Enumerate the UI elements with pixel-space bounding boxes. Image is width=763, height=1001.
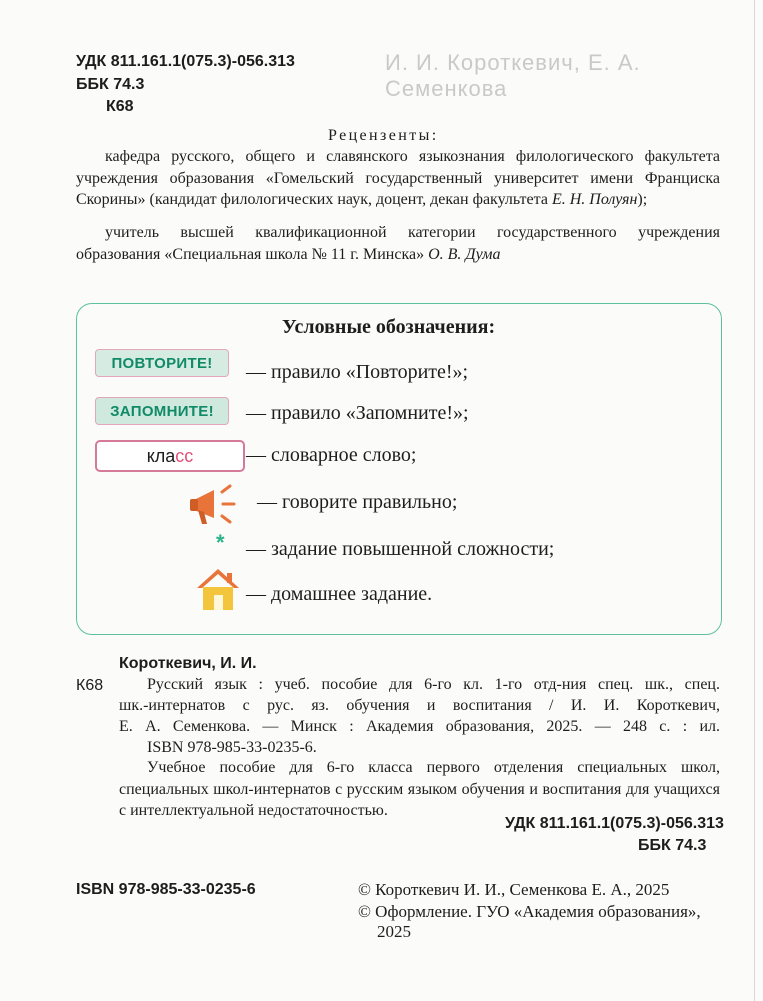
house-icon xyxy=(194,566,242,612)
header-bbk: ББК 74.3 xyxy=(76,76,145,93)
vocab-word-start: кла xyxy=(146,445,176,466)
footer-copyright-design: © Оформление. ГУО «Академия образования», xyxy=(358,902,701,921)
reviewer-first xyxy=(76,146,720,211)
tag-remember: ЗАПОМНИТЕ! xyxy=(95,397,229,425)
catalog-code: К68 xyxy=(76,677,104,694)
catalog-line-1: Русский язык : учеб. пособие для 6-го кл. 1-го отд-ния спец. шк., спец. xyxy=(147,676,720,693)
legend-row-repeat: — правило «Повторите!»; xyxy=(246,361,469,383)
reviewers-title: Рецензенты: xyxy=(328,127,439,144)
ghost-authors: И. И. Короткевич, Е. А. Семенкова xyxy=(385,50,641,101)
catalog-isbn: ISBN 978-985-33-0235-6. xyxy=(147,739,317,756)
reviewer-second-name: О. В. Дума xyxy=(428,245,501,263)
footer-copyright-year: 2025 xyxy=(377,922,411,941)
reviewer-second xyxy=(76,222,720,265)
vocab-word-box xyxy=(95,440,245,472)
reviewer-first-text: кафедра русского, общего и славянского языкознания филологического факультета учреждения образования «Гомельский государственный университет имени Франциска Скорины» (кандидат филологических наук, доцент, декан факультета xyxy=(76,148,720,208)
legend-row-vocab: — словарное слово; xyxy=(246,444,417,466)
legend-title: Условные обозначения: xyxy=(282,316,496,338)
footer-isbn: ISBN 978-985-33-0235-6 xyxy=(76,881,256,898)
legend-row-hard: — задание повышенной сложности; xyxy=(246,538,555,560)
header-code: К68 xyxy=(106,98,134,115)
tag-repeat: ПОВТОРИТЕ! xyxy=(95,349,229,377)
catalog-bbk: ББК 74.3 xyxy=(638,837,707,854)
star-icon: * xyxy=(216,530,225,555)
vocab-word-highlight: сс xyxy=(175,445,194,466)
catalog-line-2: шк.-интернатов с рус. яз. обучения и воспитания / И. И. Короткевич, xyxy=(119,697,720,714)
legend-row-remember: — правило «Запомните!»; xyxy=(246,402,469,424)
reviewer-first-end: ); xyxy=(637,191,648,208)
legend-row-speak: — говорите правильно; xyxy=(257,491,458,513)
reviewer-second-text: учитель высшей квалификационной категории государственного учреждения образования «Специальная школа № 11 г. Минска» xyxy=(76,224,720,263)
catalog-udk: УДК 811.161.1(075.3)-056.313 xyxy=(505,815,724,832)
catalog-line-3: Е. А. Семенкова. — Минск : Академия образования, 2025. — 248 с. : ил. xyxy=(119,718,720,735)
page-edge xyxy=(754,0,755,1001)
header-udk: УДК 811.161.1(075.3)-056.313 xyxy=(76,53,295,70)
legend-row-home: — домашнее задание. xyxy=(246,583,433,605)
megaphone-icon xyxy=(188,482,240,528)
reviewer-first-name: Е. Н. Полуян xyxy=(551,191,638,208)
catalog-author: Короткевич, И. И. xyxy=(119,655,257,672)
catalog-annotation: Учебное пособие для 6-го класса первого отделения специальных школ, специальных школ-интернатов с русским языком обучения и воспитания для учащихся с интеллектуальной недостаточностью. xyxy=(119,759,720,819)
footer-copyright-authors: © Короткевич И. И., Семенкова Е. А., 2025 xyxy=(358,880,670,899)
